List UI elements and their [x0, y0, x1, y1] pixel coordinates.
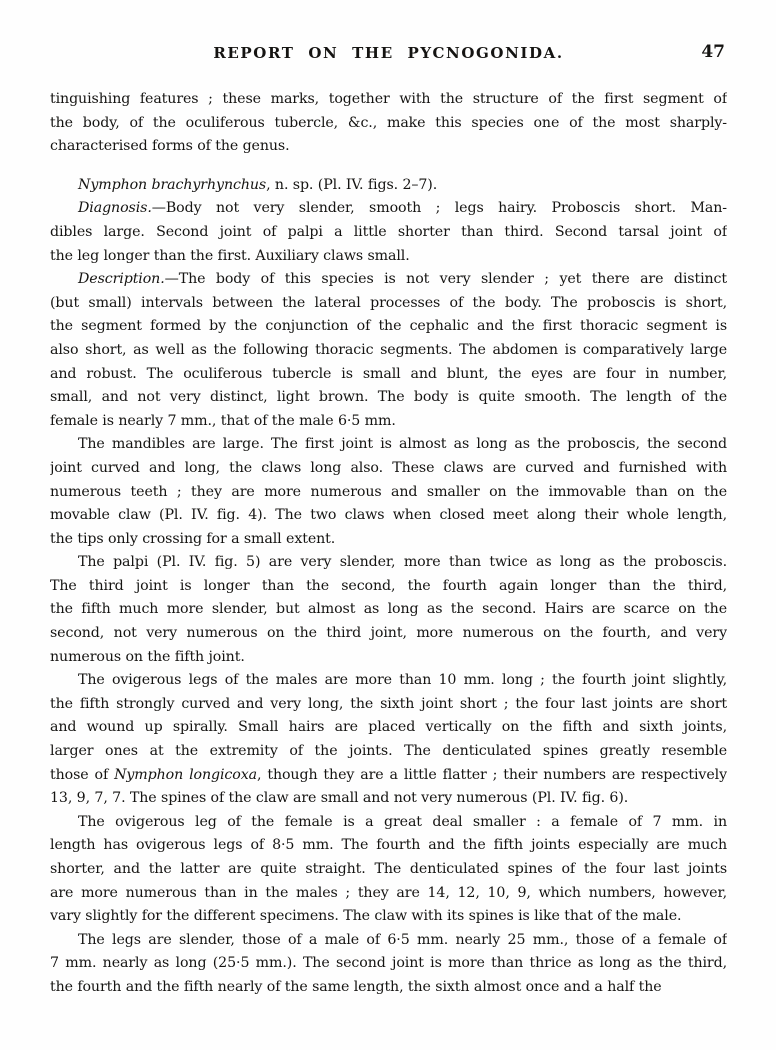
species-heading	[50, 174, 727, 198]
text-line	[50, 646, 727, 670]
text-line	[50, 363, 727, 387]
text-run: numerous teeth ; they are more numerous and smaller on the immovable than on the	[50, 483, 727, 500]
text-line	[50, 929, 727, 953]
text-run: The palpi (Pl. IV. fig. 5) are very slender, more than twice as long as the proboscis.	[78, 554, 727, 571]
text-line	[50, 112, 727, 136]
italic-text: Description.	[78, 271, 165, 288]
text-line	[50, 905, 727, 929]
text-line	[50, 834, 727, 858]
paragraph-ovigerous-leg-female	[50, 811, 727, 929]
text-line	[50, 811, 727, 835]
text-run: The ovigerous leg of the female is a great deal smaller : a female of 7 mm. in	[78, 813, 727, 830]
text-run: the fourth and the fifth nearly of the same length, the sixth almost once and a half the	[50, 978, 662, 995]
text-line	[50, 669, 727, 693]
text-line	[50, 339, 727, 363]
text-line	[50, 575, 727, 599]
text-run: , n. sp. (Pl. IV. figs. 2–7).	[266, 176, 438, 193]
text-run: (but small) intervals between the lateral processes of the body. The proboscis is short,	[50, 294, 727, 311]
text-line	[50, 174, 727, 198]
text-line	[50, 858, 727, 882]
paragraph-description	[50, 268, 727, 433]
text-line	[50, 882, 727, 906]
text-line	[50, 764, 727, 788]
text-run: The legs are slender, those of a male of 6·5 mm. nearly 25 mm., those of a female of	[78, 931, 727, 948]
paragraph-continuation	[50, 88, 727, 159]
text-line	[50, 716, 727, 740]
text-run: The mandibles are large. The first joint is almost as long as the proboscis, the second	[78, 436, 727, 453]
paragraph-mandibles	[50, 433, 727, 551]
text-run: female is nearly 7 mm., that of the male 6·5 mm.	[50, 412, 396, 429]
text-line	[50, 693, 727, 717]
text-run: length has ovigerous legs of 8·5 mm. The fourth and the fifth joints especially are much	[50, 837, 727, 854]
text-run: The third joint is longer than the second, the fourth again longer than the third,	[50, 577, 727, 594]
text-run: those of	[50, 766, 115, 783]
text-line	[50, 268, 727, 292]
text-line	[50, 976, 727, 1000]
italic-text: Nymphon brachyrhynchus	[78, 176, 267, 193]
text-run: the body, of the oculiferous tubercle, &c., make this species one of the most sharply-	[50, 114, 727, 131]
paragraph-ovigerous-legs-males	[50, 669, 727, 811]
text-run: the leg longer than the first. Auxiliary claws small.	[50, 247, 410, 264]
text-run: 13, 9, 7, 7. The spines of the claw are small and not very numerous (Pl. IV. fig. 6).	[50, 790, 629, 807]
text-run: and robust. The oculiferous tubercle is small and blunt, the eyes are four in number,	[50, 365, 727, 382]
text-line	[50, 622, 727, 646]
text-line	[50, 528, 727, 552]
text-run: are more numerous than in the males ; they are 14, 12, 10, 9, which numbers, however,	[50, 884, 727, 901]
page-title: REPORT ON THE PYCNOGONIDA.	[213, 44, 564, 62]
text-run: the fifth strongly curved and very long, the sixth joint short ; the four last joints are short	[50, 695, 727, 712]
text-line	[50, 457, 727, 481]
text-run: The ovigerous legs of the males are more than 10 mm. long ; the fourth joint slightly,	[78, 672, 727, 689]
text-run: , though they are a little flatter ; their numbers are respectively	[256, 766, 727, 783]
text-run: characterised forms of the genus.	[50, 138, 290, 155]
text-run: the tips only crossing for a small extent.	[50, 530, 336, 547]
text-run: and wound up spirally. Small hairs are placed vertically on the fifth and sixth joints,	[50, 719, 727, 736]
text-line	[50, 315, 727, 339]
text-line	[50, 504, 727, 528]
text-line	[50, 481, 727, 505]
italic-text: Nymphon longicoxa	[114, 766, 257, 783]
text-line	[50, 245, 727, 269]
text-run: second, not very numerous on the third joint, more numerous on the fourth, and very	[50, 625, 727, 642]
text-run: tinguishing features ; these marks, together with the structure of the first segment of	[50, 91, 727, 107]
text-block	[50, 0, 727, 1000]
text-run: vary slightly for the different specimens. The claw with its spines is like that of the male.	[50, 908, 682, 925]
text-line	[50, 410, 727, 434]
text-line	[50, 952, 727, 976]
text-run: the segment formed by the conjunction of the cephalic and the first thoracic segment is	[50, 318, 727, 335]
text-run: joint curved and long, the claws long also. These claws are curved and furnished with	[50, 459, 727, 476]
paragraph-palpi	[50, 551, 727, 669]
text-run: the fifth much more slender, but almost as long as the second. Hairs are scarce on the	[50, 601, 727, 618]
text-line	[50, 135, 727, 159]
page-number: 47	[701, 42, 725, 62]
text-run: —The body of this species is not very slender ; yet there are distinct	[164, 271, 727, 288]
text-run: —Body not very slender, smooth ; legs hairy. Proboscis short. Man-	[151, 200, 727, 217]
text-run: dibles large. Second joint of palpi a little shorter than third. Second tarsal joint of	[50, 223, 727, 240]
text-line	[50, 551, 727, 575]
text-run: movable claw (Pl. IV. fig. 4). The two claws when closed meet along their whole length,	[50, 507, 727, 524]
running-head	[50, 0, 727, 64]
text-line	[50, 197, 727, 221]
text-line	[50, 740, 727, 764]
text-line	[50, 787, 727, 811]
text-line	[50, 292, 727, 316]
text-run: small, and not very distinct, light brown. The body is quite smooth. The length of the	[50, 389, 727, 406]
paragraph-legs	[50, 929, 727, 1000]
text-run: larger ones at the extremity of the joints. The denticulated spines greatly resemble	[50, 743, 727, 760]
text-line	[50, 221, 727, 245]
page-body	[50, 88, 727, 1000]
text-line	[50, 386, 727, 410]
text-run: numerous on the fifth joint.	[50, 648, 245, 665]
text-line	[50, 88, 727, 112]
text-line	[50, 598, 727, 622]
text-run: shorter, and the latter are quite straight. The denticulated spines of the four last joints	[50, 861, 727, 877]
paragraph-diagnosis	[50, 197, 727, 268]
italic-text: Diagnosis.	[78, 200, 152, 217]
text-line	[50, 433, 727, 457]
text-run: 7 mm. nearly as long (25·5 mm.). The second joint is more than thrice as long as the third,	[50, 955, 727, 972]
text-run: also short, as well as the following thoracic segments. The abdomen is comparatively large	[50, 341, 727, 358]
